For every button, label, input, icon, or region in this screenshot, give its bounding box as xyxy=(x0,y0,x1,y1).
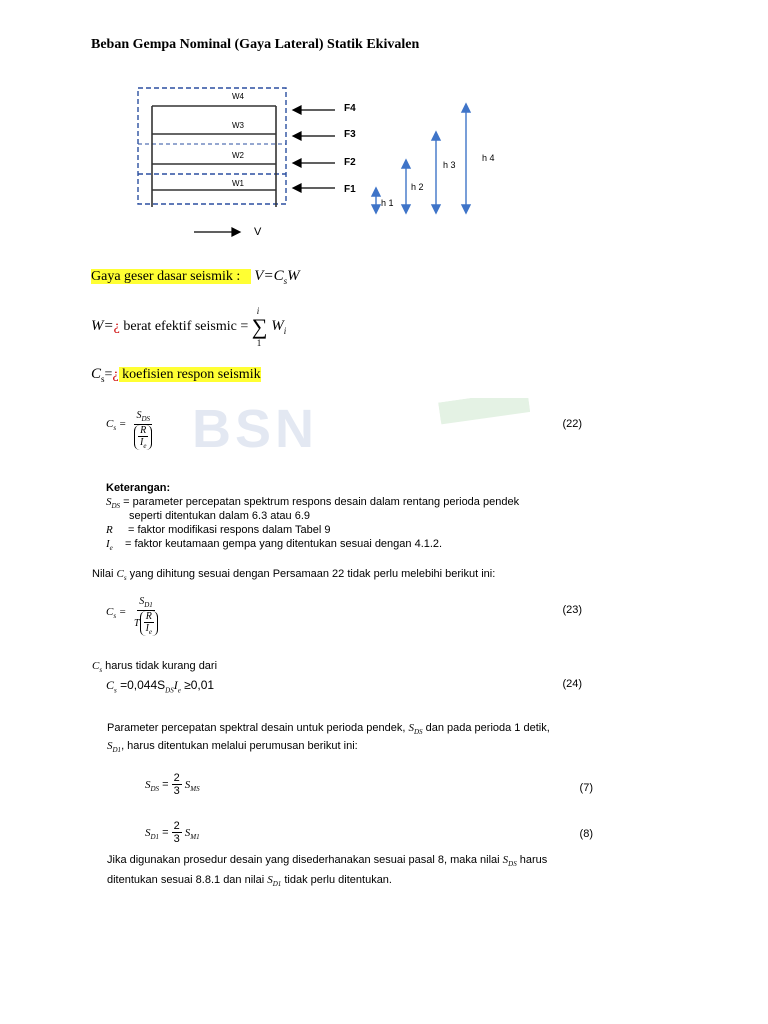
weight-w2: W2 xyxy=(232,151,244,160)
keterangan-heading: Keterangan: xyxy=(106,482,171,494)
response-coefficient-line: $C_s=¿$ koefisien respon seismik xyxy=(91,366,261,384)
base-shear-label: V xyxy=(254,226,262,238)
weight-w3: W3 xyxy=(232,121,244,130)
height-h1: h 1 xyxy=(381,198,394,208)
weight-w1: W1 xyxy=(232,179,244,188)
height-h3: h 3 xyxy=(443,160,456,170)
base-shear-line xyxy=(91,268,300,286)
sni-excerpt-image-2: Parameter percepatan spektral desain untuk perioda pendek, $S_{DS}$ dan pada perioda 1 detik, $S_{D1}$, harus ditentukan melalui perumusan berikut ini: $S_{DS}$ = $\frac{2}{3}$ $S_{MS}$ (7) $S_{D1}$ = $\frac{2}{3}$ $S_{M1}$ (8) Jika digunakan prosedur desain yang disederhanakan sesuai pasal 8, maka nilai $S_{DS}$ harus ditentukan sesuai 8.8.1 dan nilai $S_{D1}$ tidak perlu ditentukan. xyxy=(107,722,593,889)
force-f1: F1 xyxy=(344,184,356,195)
weight-w4: W4 xyxy=(232,92,244,101)
base-shear-formula: $V=C_sW$ xyxy=(254,268,300,286)
base-shear-label-text: Gaya geser dasar seismik : xyxy=(91,269,241,284)
force-f2: F2 xyxy=(344,157,356,168)
force-f3: F3 xyxy=(344,129,356,140)
height-h2: h 2 xyxy=(411,182,424,192)
height-h4: h 4 xyxy=(482,153,495,163)
sni-excerpt-image-1: BSN $C_s$ = $S_{DS}$ $\frac{R}{I_e}$ (22) Keterangan: $S_{DS}$ = parameter percepatan spektrum respons desain dalam rentang perioda pendek seperti ditentukan dalam 6.3 atau 6.9 R = faktor modifikasi respons dalam Tabel 9 $I_e$ = faktor keutamaan gempa yang ditentukan sesuai dengan 4.1.2. Nilai $C_s$ yang dihitung sesuai dengan Persamaan 22 tidak perlu melebihi berikut ini: $C_s$ = $S_{D1}$ T $\frac{R}{I_e}$ (23) $C_s$ harus tidak kurang dari $C_s =0,044S_{DS}I_e \ge 0,01$ (24) xyxy=(92,398,594,698)
force-f4: F4 xyxy=(344,103,356,114)
page-title: Beban Gempa Nominal (Gaya Lateral) Statik Ekivalen xyxy=(91,37,420,52)
seismic-weight-line: W=¿ berat efektif seismic = i ∑ 1 $W_i$ xyxy=(91,306,287,348)
